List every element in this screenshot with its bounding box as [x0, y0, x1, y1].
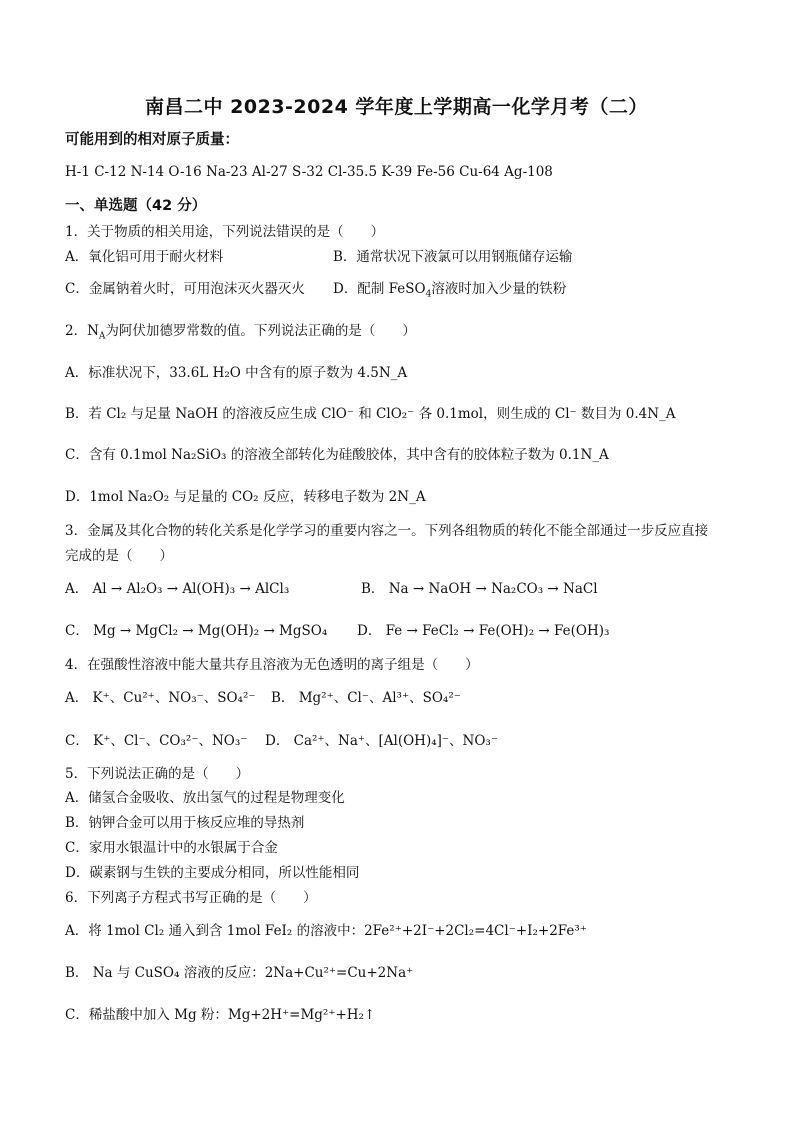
question-3-stem-line1: 3．金属及其化合物的转化关系是化学学习的重要内容之一。下列各组物质的转化不能全部通过一步反应直接 — [65, 523, 709, 539]
question-1-option-c: C．金属钠着火时，可用泡沫灭火器灭火 — [65, 281, 305, 297]
question-6-stem: 6．下列离子方程式书写正确的是（ ） — [65, 890, 317, 906]
question-5-stem: 5．下列说法正确的是（ ） — [65, 766, 250, 782]
q2-stem-text-end: 为阿伏加德罗常数的值。下列说法正确的是（ ） — [105, 323, 416, 339]
question-4-row-ab — [65, 688, 765, 708]
page-title: 南昌二中 2023-2024 学年度上学期高一化学月考（二） — [145, 96, 648, 118]
question-4-option-b: B． Mg²⁺、Cl⁻、Al³⁺、SO₄²⁻ — [271, 690, 461, 706]
question-2-option-d: D．1mol Na₂O₂ 与足量的 CO₂ 反应，转移电子数为 2N_A — [65, 489, 426, 505]
section-heading: 一、单选题（42 分） — [65, 198, 207, 214]
question-3-option-d: D． Fe → FeCl₂ → Fe(OH)₂ → Fe(OH)₃ — [357, 623, 610, 639]
question-3-option-a: A． Al → Al₂O₃ → Al(OH)₃ → AlCl₃ — [65, 581, 290, 597]
question-1-stem: 1．关于物质的相关用途，下列说法错误的是（ ） — [65, 224, 385, 240]
question-4-stem: 4．在强酸性溶液中能大量共存且溶液为无色透明的离子组是（ ） — [65, 657, 479, 673]
question-3-stem-line2: 完成的是（ ） — [65, 548, 173, 564]
question-4-option-c: C． K⁺、Cl⁻、CO₃²⁻、NO₃⁻ — [65, 733, 248, 749]
question-2-option-b: B．若 Cl₂ 与足量 NaOH 的溶液反应生成 ClO⁻ 和 ClO₂⁻ 各 0.1mol，则生成的 Cl⁻ 数目为 0.4N_A — [65, 406, 676, 422]
question-4-option-a: A． K⁺、Cu²⁺、NO₃⁻、SO₄²⁻ — [65, 690, 256, 706]
question-2-stem — [65, 321, 416, 341]
question-4-row-cd — [65, 731, 765, 751]
question-5-option-c: C．家用水银温计中的水银属于合金 — [65, 840, 278, 856]
question-2-option-a: A．标准状况下，33.6L H₂O 中含有的原子数为 4.5N_A — [65, 365, 408, 381]
question-5-option-d: D．碳素钢与生铁的主要成分相同，所以性能相同 — [65, 865, 360, 881]
question-1-option-d — [333, 279, 566, 299]
question-3-row-ab — [65, 579, 765, 599]
q2-stem-subscript: A — [98, 331, 106, 342]
question-1-row-cd — [65, 279, 765, 299]
question-3-option-b: B． Na → NaOH → Na₂CO₃ → NaCl — [361, 581, 598, 597]
question-3-option-c: C． Mg → MgCl₂ → Mg(OH)₂ → MgSO₄ — [65, 623, 328, 639]
question-1-row-ab — [65, 247, 765, 267]
atomic-mass-heading: 可能用到的相对原子质量： — [65, 132, 239, 148]
question-3-row-cd — [65, 621, 765, 641]
q2-stem-text: 2．N — [65, 323, 99, 339]
option-d-text: D．配制 FeSO — [333, 281, 426, 297]
atomic-mass-list: H-1 C-12 N-14 O-16 Na-23 Al-27 S-32 Cl-35.5 K-39 Fe-56 Cu-64 Ag-108 — [65, 164, 553, 180]
question-2-option-c: C．含有 0.1mol Na₂SiO₃ 的溶液全部转化为硅酸胶体，其中含有的胶体粒子数为 0.1N_A — [65, 447, 609, 463]
question-6-option-c: C．稀盐酸中加入 Mg 粉：Mg+2H⁺=Mg²⁺+H₂↑ — [65, 1007, 376, 1023]
question-5-option-b: B．钠钾合金可以用于核反应堆的导热剂 — [65, 815, 305, 831]
option-d-text-end: 溶液时加入少量的铁粉 — [431, 281, 567, 297]
question-6-option-b: B． Na 与 CuSO₄ 溶液的反应：2Na+Cu²⁺=Cu+2Na⁺ — [65, 965, 414, 981]
question-1-option-b: B．通常状况下液氯可以用钢瓶储存运输 — [333, 249, 573, 265]
question-4-option-d: D． Ca²⁺、Na⁺、[Al(OH)₄]⁻、NO₃⁻ — [265, 733, 498, 749]
question-5-option-a: A．储氢合金吸收、放出氢气的过程是物理变化 — [65, 790, 345, 806]
question-1-option-a: A．氧化铝可用于耐火材料 — [65, 249, 224, 265]
option-d-subscript: 4 — [425, 289, 432, 300]
question-6-option-a: A．将 1mol Cl₂ 通入到含 1mol FeI₂ 的溶液中：2Fe²⁺+2I⁻+2Cl₂=4Cl⁻+I₂+2Fe³⁺ — [65, 923, 587, 939]
